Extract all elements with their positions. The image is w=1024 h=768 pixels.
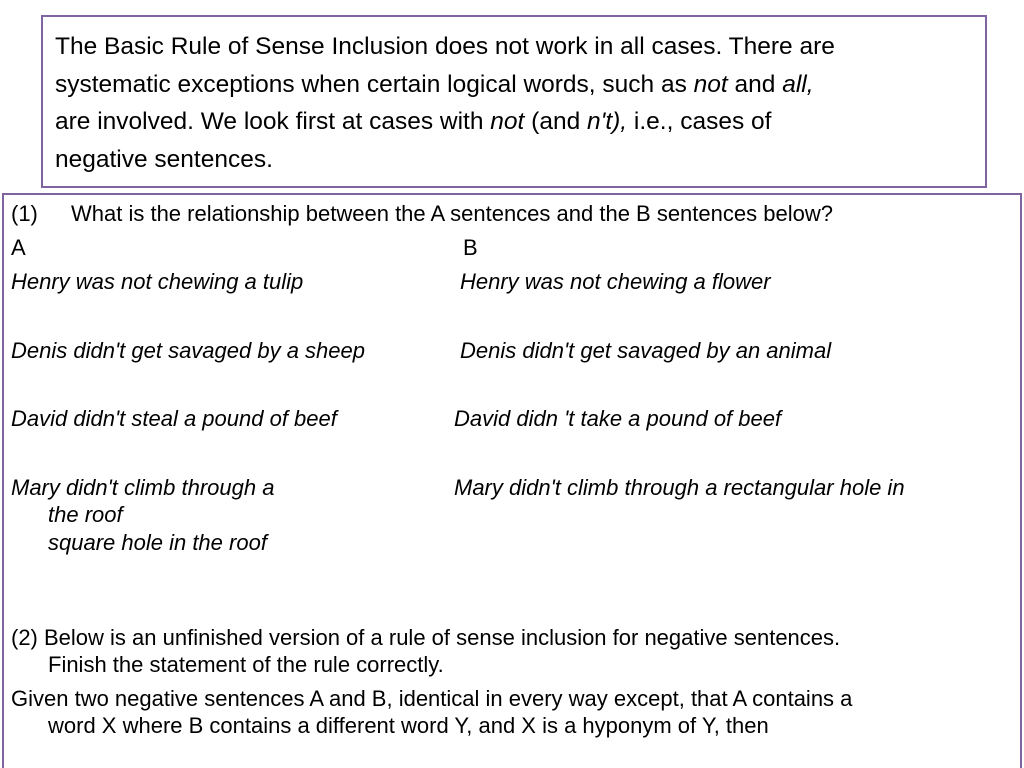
column-b-header: B xyxy=(463,235,478,260)
question-1-number: (1) xyxy=(11,201,38,226)
sentence-b-4-end: the roof xyxy=(48,502,123,527)
sentence-b-4-start: Mary didn't climb through a rectangular hole in xyxy=(454,475,905,500)
sentence-a-4-end: square hole in the roof xyxy=(48,530,267,555)
sentence-a-2: Denis didn't get savaged by a sheep xyxy=(11,338,365,363)
question-2-line-1: (2) Below is an unfinished version of a rule of sense inclusion for negative sentences. xyxy=(11,625,841,650)
sentence-b-1: Henry was not chewing a flower xyxy=(460,269,771,294)
question-2-line-2: Finish the statement of the rule correctly. xyxy=(48,652,444,677)
sentence-b-2: Denis didn't get savaged by an animal xyxy=(460,338,832,363)
intro-line-4: negative sentences. xyxy=(55,145,273,173)
intro-line-2: systematic exceptions when certain logical words, such as not and all, xyxy=(55,70,814,98)
question-1-text: What is the relationship between the A sentences and the B sentences below? xyxy=(71,201,833,226)
sentence-a-4-start: Mary didn't climb through a xyxy=(11,475,275,500)
intro-text-box xyxy=(41,15,987,188)
intro-line-1: The Basic Rule of Sense Inclusion does not work in all cases. There are xyxy=(55,33,835,60)
sentence-a-1: Henry was not chewing a tulip xyxy=(11,269,304,294)
question-2-line-4: word X where B contains a different word Y, and X is a hyponym of Y, then xyxy=(48,713,769,738)
question-2-line-3: Given two negative sentences A and B, identical in every way except, that A contains a xyxy=(11,686,853,711)
column-a-header: A xyxy=(11,235,26,260)
sentence-b-3: David didn 't take a pound of beef xyxy=(454,406,782,431)
intro-line-3: are involved. We look first at cases with not (and n't), i.e., cases of xyxy=(55,108,772,135)
sentence-a-3: David didn't steal a pound of beef xyxy=(11,406,337,431)
